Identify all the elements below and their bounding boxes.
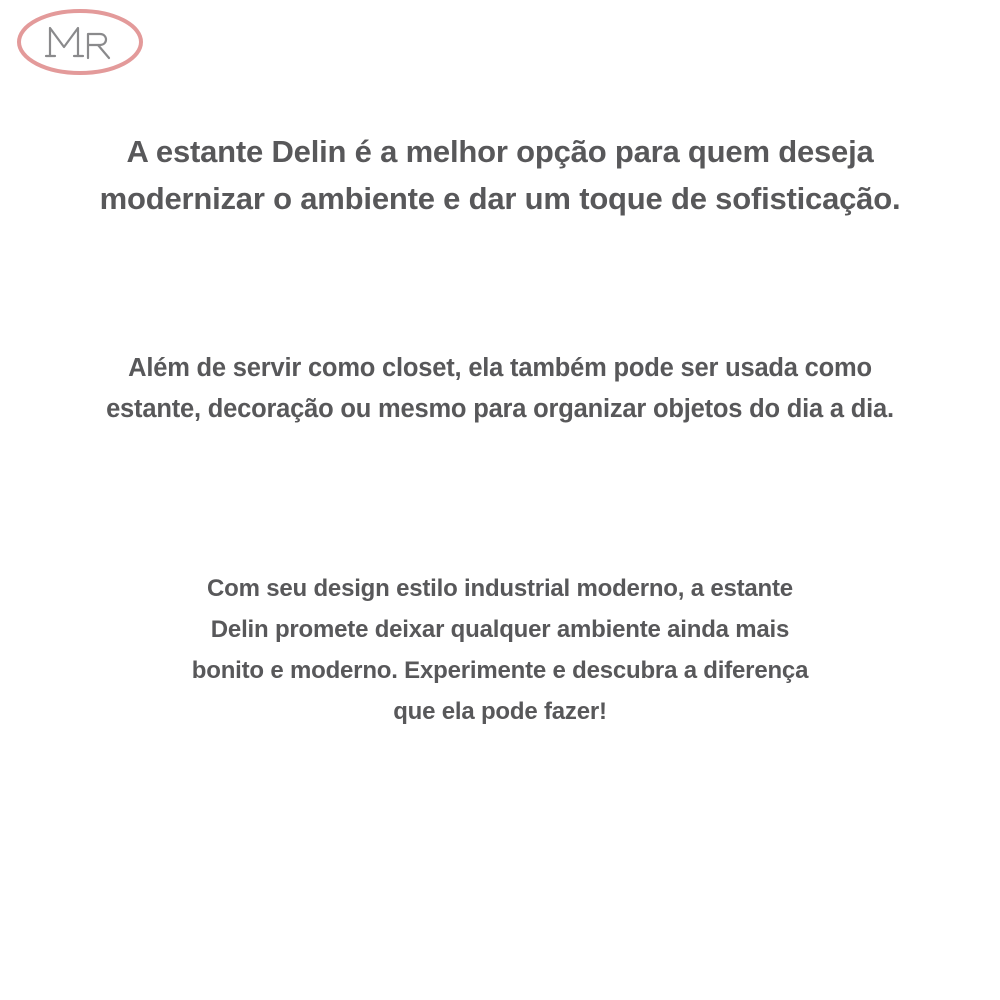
body-line-4: que ela pode fazer! [393, 698, 607, 725]
body-text [0, 568, 1000, 732]
body-line-1: Com seu design estilo industrial moderno, a estante [207, 575, 793, 602]
headline-line-2: modernizar o ambiente e dar um toque de sofisticação. [99, 181, 901, 216]
subheadline-text [0, 348, 1000, 430]
subheadline-line-1: Além de servir como closet, ela também pode ser usada como [128, 354, 872, 382]
subheadline-line-2: estante, decoração ou mesmo para organizar objetos do dia a dia. [106, 395, 894, 423]
headline-line-1: A estante Delin é a melhor opção para quem deseja [126, 134, 874, 169]
body-line-3: bonito e moderno. Experimente e descubra a diferença [191, 657, 809, 684]
headline-text [0, 128, 1000, 222]
mr-oval-logo [14, 6, 146, 78]
body-line-2: Delin promete deixar qualquer ambiente ainda mais [210, 616, 790, 643]
